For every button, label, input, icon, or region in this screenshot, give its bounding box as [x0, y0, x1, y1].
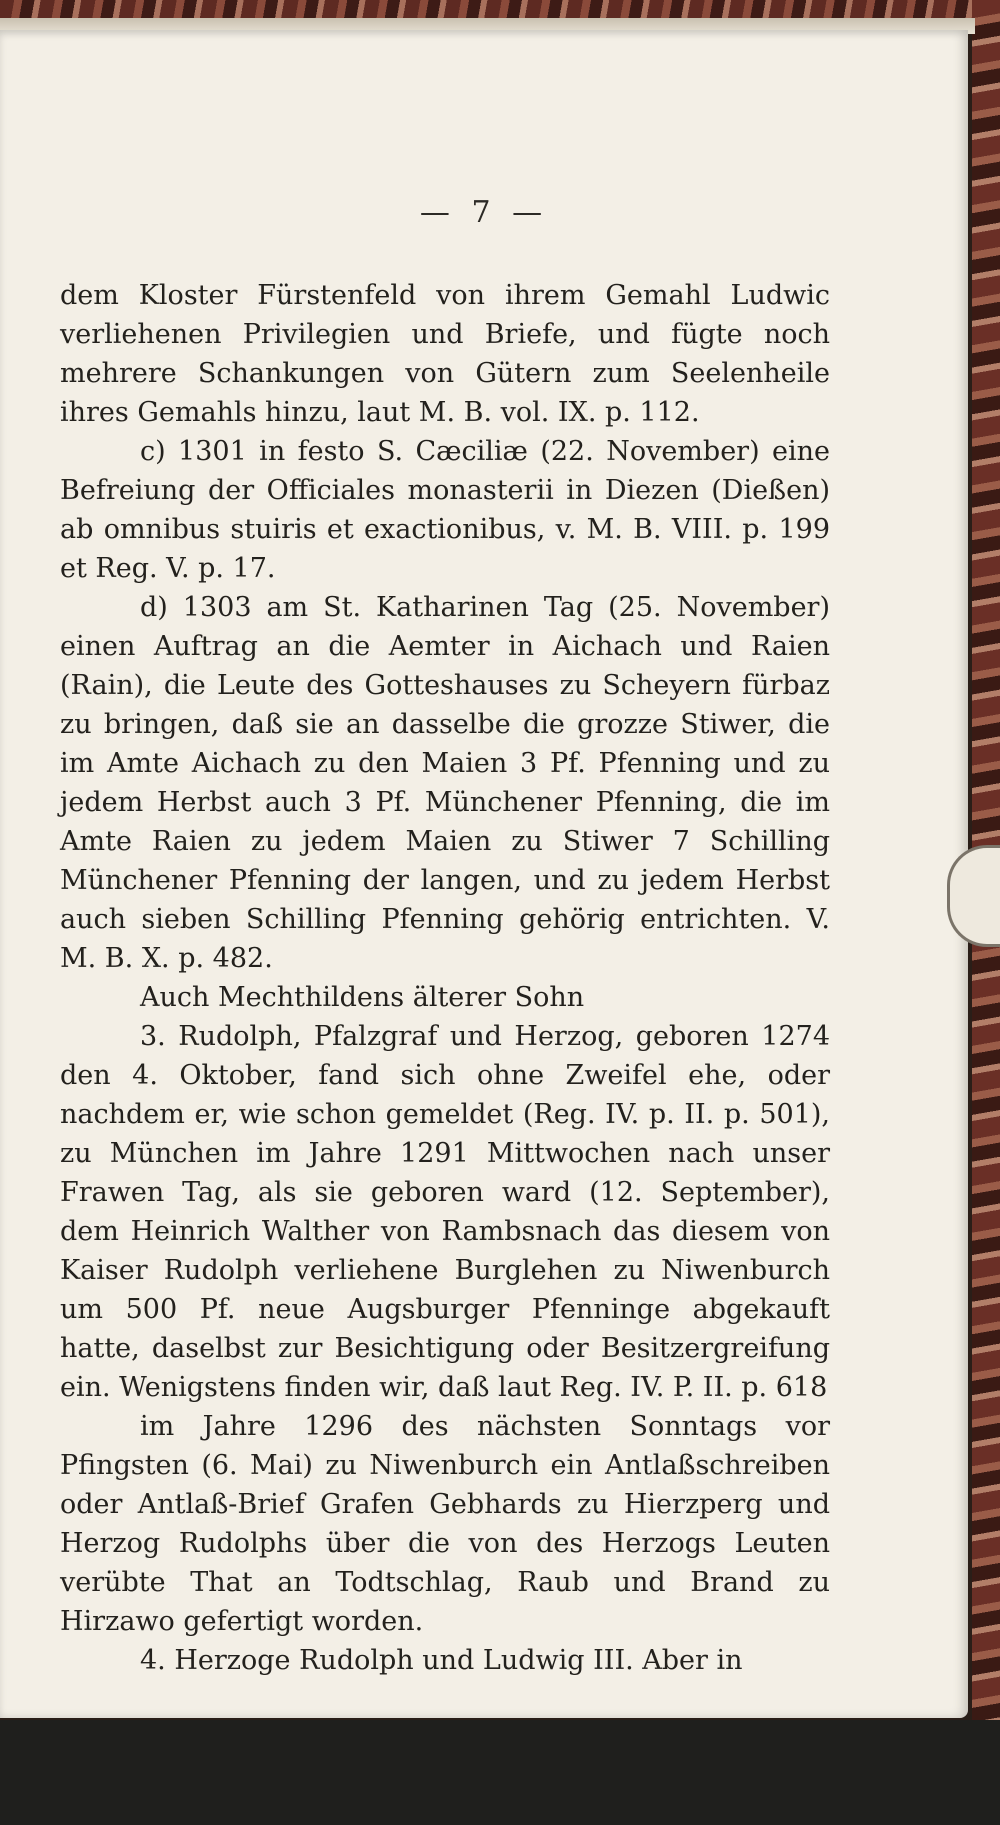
paragraph: Auch Mechthildens älterer Sohn: [140, 982, 585, 1013]
paragraph: 3. Rudolph, Pfalzgraf und Herzog, geboren 1274 den 4. Oktober, fand sich ohne Zweifel ehe, oder nachdem er, wie schon gemeldet (Reg. IV. p. II. p. 501), zu München im Jahre 1291 Mittwochen nach unser Frawen Tag, als sie geboren ward (12. September), dem Heinrich Walther von Rambsnach das diesem von Kaiser Rudolph verliehene Burglehen zu Niwenburch um 500 Pf. neue Augsburger Pfenninge abgekauft hatte, daselbst zur Besichtigung oder Besitzergreifung ein. Wenigstens finden wir, daß laut Reg. IV. P. II. p. 618: [60, 1021, 830, 1403]
bookmark-tab: [947, 845, 1000, 947]
paragraph: 4. Herzoge Rudolph und Ludwig III. Aber in: [140, 1645, 743, 1676]
paragraph: im Jahre 1296 des nächsten Sonntags vor Pfingsten (6. Mai) zu Niwenburch ein Antlaßschreiben oder Antlaß-Brief Grafen Gebhards zu Hierzperg und Herzog Rudolphs über die von des Herzogs Leuten verübte That an Todtschlag, Raub und Brand zu Hirzawo gefertigt worden.: [60, 1411, 830, 1637]
page-text-block: [60, 276, 830, 1680]
book-page: [0, 30, 968, 1718]
paragraph: dem Kloster Fürstenfeld von ihrem Gemahl Ludwic verliehenen Privilegien und Briefe, und fügte noch mehrere Schankungen von Gütern zum Seelenheile ihres Gemahls hinzu, laut M. B. vol. IX. p. 112.: [60, 280, 830, 428]
book-board-bottom: [0, 1720, 1000, 1825]
paragraph: d) 1303 am St. Katharinen Tag (25. November) einen Auftrag an die Aemter in Aichach und Raien (Rain), die Leute des Gotteshauses zu Scheyern fürbaz zu bringen, daß sie an dasselbe die grozze Stiwer, die im Amte Aichach zu den Maien 3 Pf. Pfenning und zu jedem Herbst auch 3 Pf. Münchener Pfenning, die im Amte Raien zu jedem Maien zu Stiwer 7 Schilling Münchener Pfenning der langen, und zu jedem Herbst auch sieben Schilling Pfenning gehörig entrichten. V. M. B. X. p. 482.: [60, 592, 830, 974]
page-number-header: — 7 —: [419, 195, 549, 230]
paragraph: c) 1301 in festo S. Cæciliæ (22. November) eine Befreiung der Officiales monasterii in Diezen (Dießen) ab omnibus stuiris et exactionibus, v. M. B. VIII. p. 199 et Reg. V. p. 17.: [60, 436, 830, 584]
